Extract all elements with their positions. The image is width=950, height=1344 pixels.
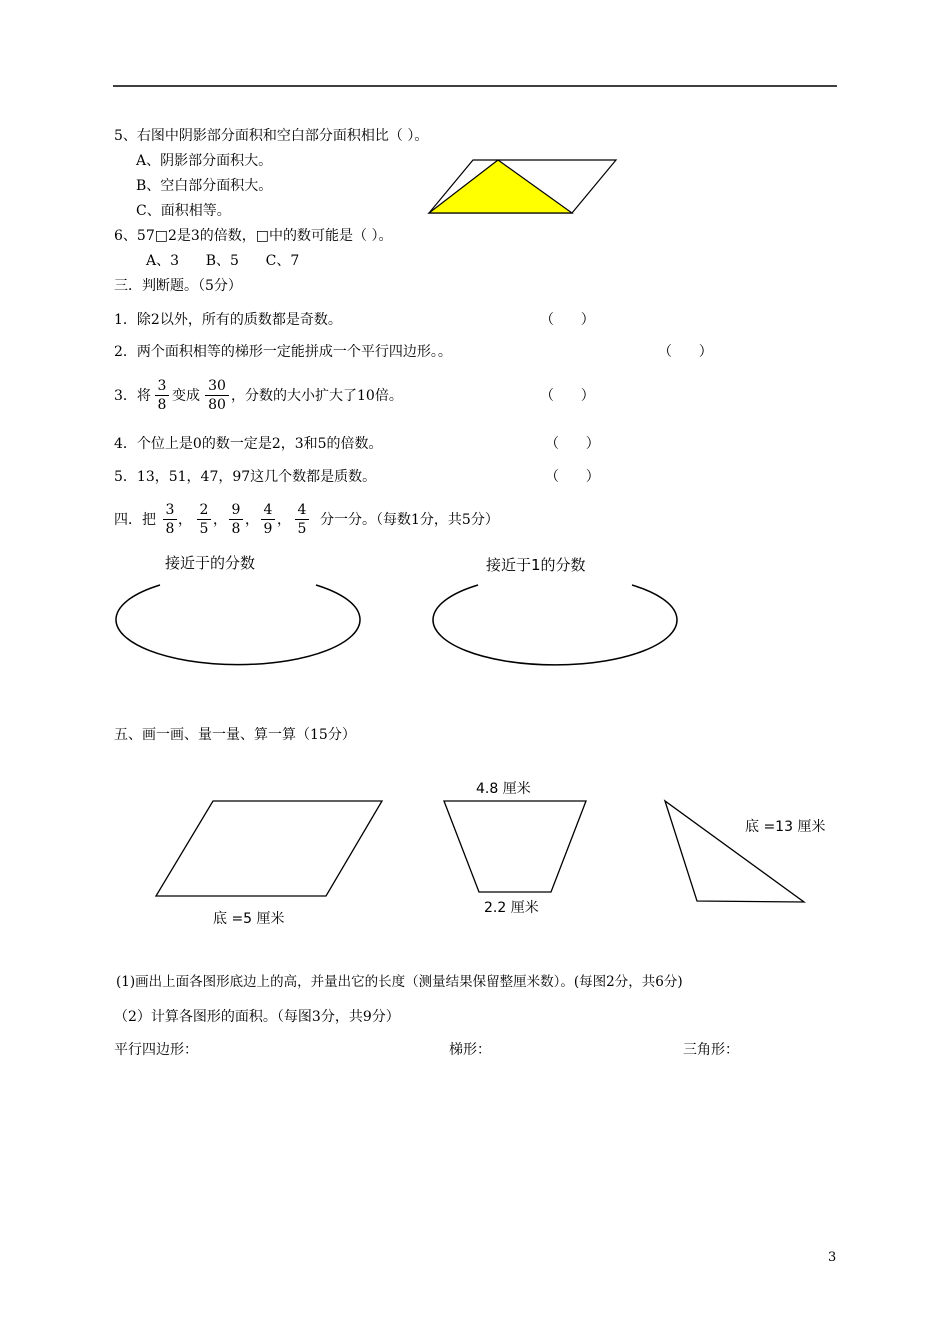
sec4-fraction-4: 4 9 xyxy=(261,502,275,537)
sec4-comma-2: ， xyxy=(213,512,227,528)
judge-item-3-mid: 变成 xyxy=(172,388,200,404)
sec4-fraction-3: 9 8 xyxy=(229,502,243,537)
triangle-base-label: 底 =13 厘米 xyxy=(745,819,826,835)
judge-item-2: 2．两个面积相等的梯形一定能拼成一个平行四边形。。 xyxy=(114,344,452,360)
section5-title: 五、画一画、量一量、算一算（15分） xyxy=(114,727,356,743)
judge-item-3-suffix: ，分数的大小扩大了10倍。 xyxy=(231,388,403,404)
judge-item-5: 5．13，51，47，97这几个数都是质数。 xyxy=(114,469,377,485)
section3-title: 三．判断题。（5分） xyxy=(114,278,242,294)
judge-item-2-answer[interactable]: （ ） xyxy=(658,344,713,360)
judge-item-3-prefix: 3．将 xyxy=(114,388,151,404)
area-label-parallelogram: 平行四边形： xyxy=(114,1042,198,1058)
judge-item-1: 1．除2以外，所有的质数都是奇数。 xyxy=(114,312,342,328)
oval-left xyxy=(116,585,360,665)
instruction-2: （2）计算各图形的面积。（每图3分，共9分） xyxy=(114,1009,400,1025)
section4-suffix: 分一分。（每数1分，共5分） xyxy=(320,512,499,528)
q6-options: A、3 B、5 C、7 xyxy=(146,253,300,269)
judge-item-4: 4．个位上是0的数一定是2，3和5的倍数。 xyxy=(114,436,383,452)
judge-item-3-answer[interactable]: （ ） xyxy=(540,388,595,404)
parallelogram-figure xyxy=(156,801,382,896)
q6-stem: 6、57□2是3的倍数，□中的数可能是（ ）。 xyxy=(114,228,393,244)
q5-option-a: A、阴影部分面积大。 xyxy=(136,153,273,169)
q5-stem: 5、右图中阴影部分面积和空白部分面积相比（ ）。 xyxy=(114,128,429,144)
instruction-1: (1)画出上面各图形底边上的高，并量出它的长度（测量结果保留整厘米数）。(每图2分，共6分) xyxy=(116,974,683,990)
sec4-comma-1: ， xyxy=(178,512,192,528)
oval-left-label: 接近于的分数 xyxy=(165,554,256,572)
section4-prefix: 四．把 xyxy=(114,512,156,528)
q5-option-c: C、面积相等。 xyxy=(136,203,231,219)
q5-option-b: B、空白部分面积大。 xyxy=(136,178,273,194)
sec4-fraction-1: 3 8 xyxy=(163,502,177,537)
triangle-figure xyxy=(665,801,804,902)
oval-right xyxy=(433,585,677,665)
sec4-comma-3: ， xyxy=(245,512,259,528)
judge-item-3-fraction-b: 30 80 xyxy=(205,378,229,413)
judge-item-4-answer[interactable]: （ ） xyxy=(545,436,600,452)
trapezoid-figure xyxy=(444,801,586,892)
area-label-triangle: 三角形： xyxy=(683,1042,739,1058)
judge-item-5-answer[interactable]: （ ） xyxy=(545,469,600,485)
area-label-trapezoid: 梯形： xyxy=(449,1042,491,1058)
sec4-fraction-2: 2 5 xyxy=(197,502,211,537)
sec4-comma-4: ， xyxy=(277,512,291,528)
trapezoid-bottom-label: 2.2 厘米 xyxy=(484,900,539,916)
oval-right-label: 接近于1的分数 xyxy=(486,556,586,574)
parallelogram-base-label: 底 =5 厘米 xyxy=(213,911,285,927)
judge-item-3-fraction-a: 3 8 xyxy=(155,378,169,413)
page-number: 3 xyxy=(828,1250,837,1265)
judge-item-1-answer[interactable]: （ ） xyxy=(540,312,595,328)
trapezoid-top-label: 4.8 厘米 xyxy=(476,781,531,797)
sec4-fraction-5: 4 5 xyxy=(295,502,309,537)
